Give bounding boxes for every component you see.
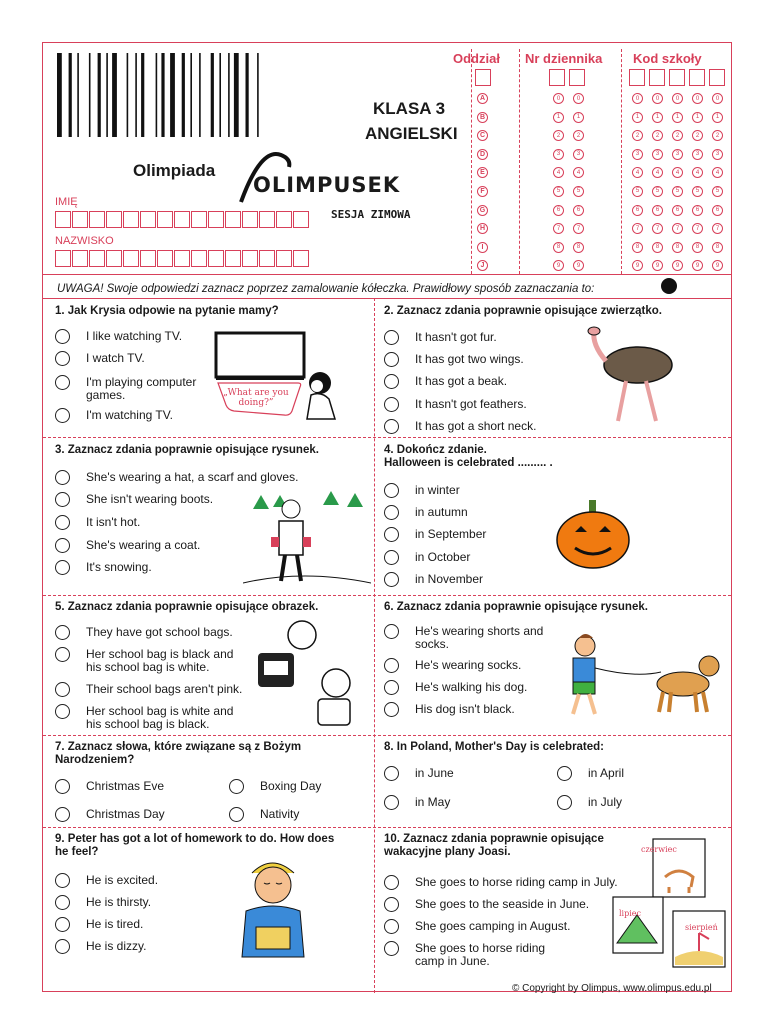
answer-bubble[interactable]: 3 (553, 149, 564, 160)
letter-box[interactable] (157, 250, 173, 267)
letter-box[interactable] (208, 250, 224, 267)
radio-bubble (229, 807, 244, 822)
column-divider (374, 298, 375, 993)
answer-bubble[interactable]: 1 (652, 112, 663, 123)
answer-bubble[interactable]: D (477, 149, 488, 160)
school-code-header: Kod szkoły (633, 51, 702, 66)
radio-bubble (55, 329, 70, 344)
letter-box[interactable] (123, 250, 139, 267)
answer-bubble[interactable]: 1 (672, 112, 683, 123)
radio-bubble (229, 779, 244, 794)
school-digit-bubbles[interactable] (652, 93, 663, 279)
radio-bubble (557, 766, 572, 781)
radio-bubble (55, 917, 70, 932)
answer-bubble[interactable]: A (477, 93, 488, 104)
q10-option-c[interactable]: She goes camping in August. (384, 920, 570, 934)
radio-bubble (55, 873, 70, 888)
school-code-box[interactable] (709, 69, 725, 86)
answer-bubble[interactable]: 6 (652, 205, 663, 216)
answer-bubble[interactable]: 3 (692, 149, 703, 160)
letter-box[interactable] (140, 250, 156, 267)
question-8 (384, 741, 704, 754)
q10-option-b[interactable]: She goes to the seaside in June. (384, 898, 589, 912)
radio-bubble (384, 572, 399, 587)
answer-bubble[interactable]: 3 (573, 149, 584, 160)
barcode-bar (89, 53, 91, 137)
radio-bubble (55, 351, 70, 366)
q9-option-b[interactable]: He is thirsty. (55, 896, 151, 910)
radio-bubble (384, 527, 399, 542)
question-4 (384, 444, 704, 470)
answer-bubble[interactable]: J (477, 260, 488, 271)
question-4-title: 4. Dokończ zdanie. Halloween is celebrated ......... . (384, 444, 553, 469)
answer-bubble[interactable]: 1 (712, 112, 723, 123)
q2-option-e[interactable]: It has got a short neck. (384, 420, 536, 434)
register-number-header: Nr dziennika (525, 51, 603, 66)
snowy-girl-illustration (243, 483, 371, 591)
ostrich-illustration (578, 325, 698, 425)
first-name-label: IMIĘ (55, 196, 78, 208)
radio-bubble (55, 515, 70, 530)
q5-option-b[interactable]: Her school bag is black and his school bag is white. (55, 648, 233, 674)
radio-bubble (384, 875, 399, 890)
radio-bubble (384, 766, 399, 781)
answer-bubble[interactable]: 8 (632, 242, 643, 253)
answer-bubble[interactable]: 3 (652, 149, 663, 160)
register-digit-bubbles[interactable] (553, 93, 564, 279)
answer-bubble[interactable]: 7 (692, 223, 703, 234)
question-2-title: 2. Zaznacz zdania poprawnie opisujące zwierzątko. (384, 305, 662, 317)
barcode-bar (211, 53, 214, 137)
radio-bubble (55, 375, 70, 390)
subject-label: ANGIELSKI (365, 124, 458, 143)
answer-bubble[interactable]: 5 (712, 186, 723, 197)
answer-bubble[interactable]: 9 (652, 260, 663, 271)
question-2 (384, 305, 704, 318)
radio-bubble (55, 470, 70, 485)
radio-bubble (384, 658, 399, 673)
barcode-bar (246, 53, 249, 137)
q7-option-b[interactable]: Boxing Day (229, 780, 321, 794)
answer-bubble[interactable]: 0 (652, 93, 663, 104)
question-5-title: 5. Zaznacz zdania poprawnie opisujące obrazek. (55, 601, 319, 613)
pumpkin-illustration (553, 498, 633, 570)
q1-option-d[interactable]: I'm watching TV. (55, 409, 173, 423)
q9-option-d[interactable]: He is dizzy. (55, 940, 146, 954)
answer-bubble[interactable]: 4 (652, 167, 663, 178)
radio-bubble (384, 941, 399, 956)
school-digit-bubbles[interactable] (692, 93, 703, 279)
last-name-boxes[interactable] (55, 250, 310, 267)
answer-bubble[interactable]: 9 (692, 260, 703, 271)
radio-bubble (384, 483, 399, 498)
q10-option-a[interactable]: She goes to horse riding camp in July. (384, 876, 618, 890)
barcode-bar (234, 53, 239, 137)
answer-bubble[interactable]: 2 (632, 130, 643, 141)
letter-box[interactable] (276, 211, 292, 228)
q3-option-b[interactable]: She isn't wearing boots. (55, 493, 213, 507)
answer-bubble[interactable]: 7 (573, 223, 584, 234)
q6-option-b[interactable]: He's wearing socks. (384, 659, 521, 673)
instructions-notice: UWAGA! Swoje odpowiedzi zaznacz poprzez zamalowanie kółeczka. Prawidłowy sposób zaznaczania to: (57, 283, 595, 295)
answer-bubble[interactable]: 5 (692, 186, 703, 197)
q5-option-c[interactable]: Their school bags aren't pink. (55, 683, 242, 697)
letter-box[interactable] (259, 211, 275, 228)
answer-bubble[interactable]: 4 (672, 167, 683, 178)
answer-bubble[interactable]: 7 (712, 223, 723, 234)
q7-option-c[interactable]: Christmas Day (55, 808, 165, 822)
answer-bubble[interactable]: 8 (712, 242, 723, 253)
question-9 (55, 833, 375, 859)
q3-option-a[interactable]: She's wearing a hat, a scarf and gloves. (55, 471, 298, 485)
answer-bubble[interactable]: 2 (652, 130, 663, 141)
barcode-bar (257, 53, 259, 137)
question-9-title: 9. Peter has got a lot of homework to do. How does he feel? (55, 833, 335, 858)
barcode-bar (135, 53, 137, 137)
letter-box[interactable] (225, 250, 241, 267)
calendar-june-label: czerwiec (641, 845, 677, 854)
copyright-text: © Copyright by Olimpus, www.olimpus.edu.pl (512, 983, 712, 994)
answer-bubble[interactable]: 6 (573, 205, 584, 216)
barcode-image (57, 53, 307, 137)
radio-bubble (557, 795, 572, 810)
radio-bubble (384, 795, 399, 810)
radio-bubble (55, 895, 70, 910)
answer-bubble[interactable]: 2 (672, 130, 683, 141)
answer-bubble[interactable]: 0 (553, 93, 564, 104)
q1-option-a[interactable]: I like watching TV. (55, 330, 182, 344)
barcode-bar (127, 53, 129, 137)
letter-box[interactable] (89, 211, 105, 228)
letter-box[interactable] (89, 250, 105, 267)
q7-option-d[interactable]: Nativity (229, 808, 299, 822)
answer-bubble[interactable]: 3 (632, 149, 643, 160)
q3-option-e[interactable]: It's snowing. (55, 561, 152, 575)
divider (621, 49, 622, 274)
answer-bubble[interactable]: 2 (553, 130, 564, 141)
answer-bubble[interactable]: B (477, 112, 488, 123)
answer-bubble[interactable]: F (477, 186, 488, 197)
letter-box[interactable] (191, 211, 207, 228)
answer-bubble[interactable]: I (477, 242, 488, 253)
q1-option-c[interactable]: I'm playing computer games. (55, 376, 196, 402)
letter-box[interactable] (174, 211, 190, 228)
answer-bubble[interactable]: 5 (632, 186, 643, 197)
answer-bubble[interactable]: 5 (672, 186, 683, 197)
school-code-box[interactable] (629, 69, 645, 86)
letter-box[interactable] (106, 211, 122, 228)
answer-bubble[interactable]: 0 (672, 93, 683, 104)
answer-bubble[interactable]: 5 (573, 186, 584, 197)
barcode-bar (228, 53, 230, 137)
answer-bubble[interactable]: 7 (553, 223, 564, 234)
answer-bubble[interactable]: H (477, 223, 488, 234)
letter-box[interactable] (55, 250, 71, 267)
question-6 (384, 601, 704, 614)
q9-option-a[interactable]: He is excited. (55, 874, 158, 888)
filled-bubble-example (661, 278, 677, 294)
q3-option-c[interactable]: It isn't hot. (55, 516, 140, 530)
radio-bubble (55, 779, 70, 794)
session-label: SESJA ZIMOWA (331, 208, 411, 221)
q7-option-a[interactable]: Christmas Eve (55, 780, 164, 794)
answer-bubble[interactable]: 1 (632, 112, 643, 123)
answer-bubble[interactable]: 9 (573, 260, 584, 271)
answer-bubble[interactable]: 1 (553, 112, 564, 123)
answer-bubble[interactable]: 2 (573, 130, 584, 141)
q4-option-b[interactable]: in autumn (384, 506, 468, 520)
q8-option-b[interactable]: in April (557, 767, 624, 781)
question-6-title: 6. Zaznacz zdania poprawnie opisujące rysunek. (384, 601, 648, 613)
letter-box[interactable] (191, 250, 207, 267)
radio-bubble (384, 352, 399, 367)
answer-bubble[interactable]: 9 (553, 260, 564, 271)
q4-option-a[interactable]: in winter (384, 484, 460, 498)
letter-box[interactable] (106, 250, 122, 267)
class-letter-bubbles[interactable] (477, 93, 488, 279)
answer-bubble[interactable]: E (477, 167, 488, 178)
q10-option-d[interactable]: She goes to horse riding camp in June. (384, 942, 545, 968)
radio-bubble (384, 374, 399, 389)
barcode-bar (57, 53, 62, 137)
answer-bubble[interactable]: 0 (632, 93, 643, 104)
answer-bubble[interactable]: 8 (672, 242, 683, 253)
letter-box[interactable] (242, 250, 258, 267)
answer-bubble[interactable]: 0 (692, 93, 703, 104)
answer-bubble[interactable]: 8 (652, 242, 663, 253)
class-column-header: Oddział (453, 51, 500, 66)
q4-option-c[interactable]: in September (384, 528, 486, 542)
q2-option-b[interactable]: It has got two wings. (384, 353, 524, 367)
radio-bubble (55, 682, 70, 697)
calendar-july-label: lipiec (619, 909, 642, 918)
radio-bubble (384, 919, 399, 934)
divider (471, 49, 472, 274)
olimpusek-logo-text: OLIMPUSEK (253, 173, 401, 197)
boy-walking-dog-illustration (565, 628, 725, 723)
school-code-box[interactable] (669, 69, 685, 86)
row-divider (43, 735, 731, 736)
q4-option-d[interactable]: in October (384, 551, 470, 565)
answer-bubble[interactable]: 4 (712, 167, 723, 178)
radio-bubble (55, 939, 70, 954)
answer-bubble[interactable]: 9 (632, 260, 643, 271)
question-8-title: 8. In Poland, Mother's Day is celebrated: (384, 741, 605, 753)
school-code-box[interactable] (649, 69, 665, 86)
calendar-august-label: sierpień (685, 923, 718, 932)
q6-option-c[interactable]: He's walking his dog. (384, 681, 527, 695)
question-3-title: 3. Zaznacz zdania poprawnie opisujące rysunek. (55, 444, 319, 456)
answer-bubble[interactable]: 5 (652, 186, 663, 197)
answer-bubble[interactable]: 6 (672, 205, 683, 216)
answer-bubble[interactable]: 6 (692, 205, 703, 216)
question-3 (55, 444, 375, 457)
letter-box[interactable] (72, 250, 88, 267)
barcode-bar (77, 53, 79, 137)
q4-option-e[interactable]: in November (384, 573, 483, 587)
letter-box[interactable] (123, 211, 139, 228)
olimpiada-label: Olimpiada (133, 161, 216, 180)
q2-option-d[interactable]: It hasn't got feathers. (384, 398, 527, 412)
row-divider (43, 437, 731, 438)
answer-bubble[interactable]: 7 (632, 223, 643, 234)
radio-bubble (384, 397, 399, 412)
answer-bubble[interactable]: 8 (573, 242, 584, 253)
q8-option-c[interactable]: in May (384, 796, 450, 810)
q3-option-d[interactable]: She's wearing a coat. (55, 539, 200, 553)
tired-boy-illustration (238, 855, 308, 960)
children-schoolbags-illustration (248, 613, 373, 731)
q8-option-a[interactable]: in June (384, 767, 454, 781)
question-7 (55, 741, 375, 767)
radio-bubble (384, 702, 399, 717)
q8-option-d[interactable]: in July (557, 796, 622, 810)
answer-bubble[interactable]: 1 (692, 112, 703, 123)
q5-option-d[interactable]: Her school bag is white and his school bag is black. (55, 705, 233, 731)
answer-bubble[interactable]: 4 (553, 167, 564, 178)
radio-bubble (55, 408, 70, 423)
answer-bubble[interactable]: 7 (652, 223, 663, 234)
q2-option-c[interactable]: It has got a beak. (384, 375, 507, 389)
q9-option-c[interactable]: He is tired. (55, 918, 143, 932)
answer-bubble[interactable]: 8 (553, 242, 564, 253)
tv-illustration (213, 331, 363, 431)
register-box[interactable] (569, 69, 585, 86)
school-digit-bubbles[interactable] (712, 93, 723, 279)
q6-option-d[interactable]: His dog isn't black. (384, 703, 515, 717)
answer-bubble[interactable]: 3 (712, 149, 723, 160)
answer-bubble[interactable]: 0 (712, 93, 723, 104)
radio-bubble (55, 560, 70, 575)
letter-box[interactable] (293, 250, 309, 267)
barcode-bar (69, 53, 72, 137)
radio-bubble (384, 624, 399, 639)
question-10-title: 10. Zaznacz zdania poprawnie opisujące wakacyjne plany Joasi. (384, 833, 604, 858)
radio-bubble (55, 704, 70, 719)
row-divider (43, 827, 731, 828)
school-code-box[interactable] (689, 69, 705, 86)
class-label: KLASA 3 (373, 99, 446, 118)
radio-bubble (384, 680, 399, 695)
register-box[interactable] (549, 69, 565, 86)
letter-box[interactable] (293, 211, 309, 228)
radio-bubble (55, 647, 70, 662)
letter-box[interactable] (55, 211, 71, 228)
letter-box[interactable] (208, 211, 224, 228)
school-digit-bubbles[interactable] (672, 93, 683, 279)
question-1 (55, 305, 375, 318)
letter-box[interactable] (174, 250, 190, 267)
radio-bubble (384, 330, 399, 345)
barcode-bar (190, 53, 192, 137)
row-divider (43, 595, 731, 596)
letter-box[interactable] (259, 250, 275, 267)
letter-box[interactable] (140, 211, 156, 228)
first-name-boxes[interactable] (55, 211, 310, 228)
answer-bubble[interactable]: 2 (692, 130, 703, 141)
class-box[interactable] (475, 69, 491, 86)
radio-bubble (55, 807, 70, 822)
notice-separator (43, 298, 731, 299)
radio-bubble (384, 419, 399, 434)
letter-box[interactable] (242, 211, 258, 228)
barcode-bar (170, 53, 175, 137)
answer-bubble[interactable]: 6 (632, 205, 643, 216)
answer-bubble[interactable]: 0 (573, 93, 584, 104)
answer-sheet (42, 42, 732, 992)
answer-bubble[interactable]: 6 (712, 205, 723, 216)
radio-bubble (55, 538, 70, 553)
letter-box[interactable] (72, 211, 88, 228)
barcode-bar (106, 53, 108, 137)
barcode-bar (182, 53, 185, 137)
answer-bubble[interactable]: G (477, 205, 488, 216)
q5-option-a[interactable]: They have got school bags. (55, 626, 233, 640)
barcode-bar (199, 53, 201, 137)
barcode-bar (156, 53, 158, 137)
divider (519, 49, 520, 274)
answer-bubble[interactable]: 6 (553, 205, 564, 216)
answer-bubble[interactable]: 7 (672, 223, 683, 234)
question-1-title: 1. Jak Krysia odpowie na pytanie mamy? (55, 305, 279, 317)
barcode-bar (141, 53, 144, 137)
answer-bubble[interactable]: 8 (692, 242, 703, 253)
school-digit-bubbles[interactable] (632, 93, 643, 279)
calendar-pages-illustration (603, 833, 729, 983)
radio-bubble (55, 492, 70, 507)
letter-box[interactable] (157, 211, 173, 228)
barcode-bar (161, 53, 164, 137)
q2-option-a[interactable]: It hasn't got fur. (384, 331, 497, 345)
answer-bubble[interactable]: 2 (712, 130, 723, 141)
question-7-title: 7. Zaznacz słowa, które związane są z Bożym Narodzeniem? (55, 741, 302, 766)
barcode-bar (112, 53, 117, 137)
answer-bubble[interactable]: 9 (712, 260, 723, 271)
answer-bubble[interactable]: C (477, 130, 488, 141)
radio-bubble (55, 625, 70, 640)
radio-bubble (384, 897, 399, 912)
letter-box[interactable] (225, 211, 241, 228)
letter-box[interactable] (276, 250, 292, 267)
register-digit-bubbles[interactable] (573, 93, 584, 279)
last-name-label: NAZWISKO (55, 235, 114, 247)
radio-bubble (384, 550, 399, 565)
answer-bubble[interactable]: 4 (692, 167, 703, 178)
barcode-bar (98, 53, 101, 137)
header-separator (43, 274, 731, 275)
q6-option-a[interactable]: He's wearing shorts and socks. (384, 625, 543, 651)
speech-bubble-text: „What are you doing?” (223, 388, 289, 408)
q1-option-b[interactable]: I watch TV. (55, 352, 145, 366)
radio-bubble (384, 505, 399, 520)
answer-bubble[interactable]: 9 (672, 260, 683, 271)
barcode-bar (219, 53, 221, 137)
answer-bubble[interactable]: 3 (672, 149, 683, 160)
answer-bubble[interactable]: 5 (553, 186, 564, 197)
answer-bubble[interactable]: 4 (573, 167, 584, 178)
answer-bubble[interactable]: 4 (632, 167, 643, 178)
answer-bubble[interactable]: 1 (573, 112, 584, 123)
